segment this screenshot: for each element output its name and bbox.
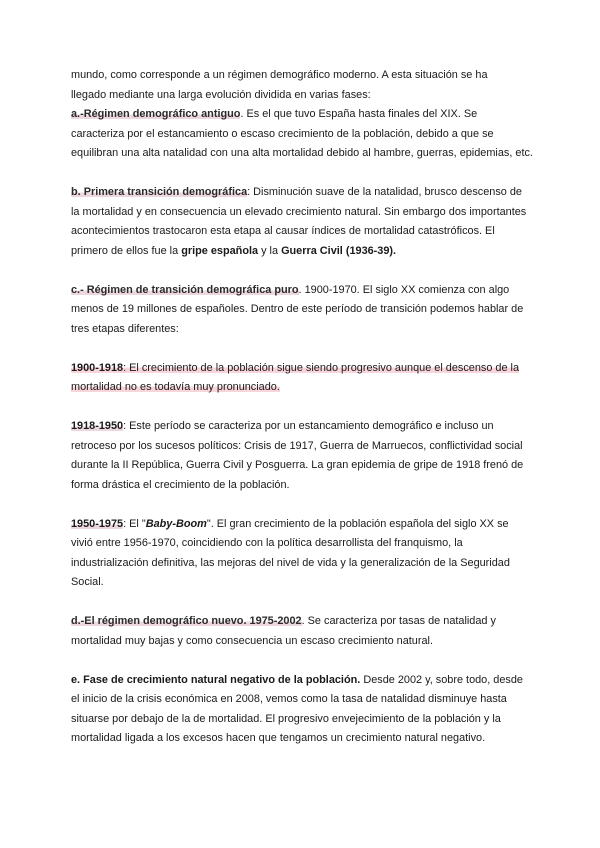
stage-3-paragraph bbox=[71, 515, 533, 593]
stage-2-paragraph bbox=[71, 417, 533, 495]
gripe-espanola-term: gripe española bbox=[181, 244, 259, 257]
section-a-heading: a.-Régimen demográfico antiguo bbox=[71, 108, 241, 120]
section-e-paragraph bbox=[71, 671, 533, 749]
stage-1-paragraph bbox=[71, 359, 533, 398]
section-d-text: . Se caracteriza por tasas de natalidad y mortalidad muy bajas y como consecuencia un escaso crecimiento natural. bbox=[71, 615, 496, 647]
section-e-heading: e. Fase de crecimiento natural negativo de la población. bbox=[71, 673, 361, 686]
section-c-paragraph bbox=[71, 281, 533, 340]
section-b-paragraph bbox=[71, 183, 533, 261]
stage-3-pre: : El " bbox=[123, 517, 146, 530]
section-b-mid: y la bbox=[258, 244, 282, 257]
stage-1-years: 1900-1918 bbox=[71, 361, 124, 374]
stage-3-text: ". El gran crecimiento de la población española del siglo XX se vivió entre 1956-1970, coincidiendo con la política desarrollista del franquismo, la industrialización definitiva, las mejoras del nivel de vida y la generalización de la Seguridad Social. bbox=[71, 517, 510, 588]
document-body bbox=[71, 66, 533, 749]
baby-boom-term: Baby-Boom bbox=[145, 517, 207, 530]
stage-2-years: 1918-1950 bbox=[71, 420, 124, 432]
section-c-heading: c.- Régimen de transición demográfica puro bbox=[71, 283, 299, 296]
intro-line-1: mundo, como corresponde a un régimen demográfico moderno. A esta situación se ha bbox=[71, 69, 488, 81]
intro-line-2: llegado mediante una larga evolución dividida en varias fases: bbox=[71, 88, 371, 101]
stage-2-text: : Este período se caracteriza por un estancamiento demográfico e incluso un retroceso por los sucesos políticos: Crisis de 1917, Guerra de Marruecos, conflictividad social durante la II República, Guerra Civil y Posguerra. La gran epidemia de gripe de 1918 frenó de forma drástica el crecimiento de la población. bbox=[71, 420, 524, 491]
section-a-text: . Es el que tuvo España hasta finales del XIX. Se caracteriza por el estancamiento o escaso crecimiento de la población, debido a que se equilibran una alta natalidad con una alta mortalidad debido al hambre, guerras, epidemias, etc. bbox=[71, 108, 533, 159]
section-d-paragraph bbox=[71, 612, 533, 651]
stage-3-years: 1950-1975 bbox=[71, 517, 124, 530]
section-a-paragraph bbox=[71, 105, 533, 164]
section-e-text: Desde 2002 y, sobre todo, desde el inicio de la crisis económica en 2008, vemos como la tasa de natalidad disminuye hasta situarse por debajo de la de mortalidad. El progresivo envejecimiento de la población y la mortalidad ligada a los excesos hacen que tengamos un crecimiento natural negativo. bbox=[71, 673, 523, 744]
section-c-text: . 1900-1970. El siglo XX comienza con algo menos de 19 millones de españoles. Dentro de este período de transición podemos hablar de tres etapas diferentes: bbox=[71, 283, 524, 335]
intro-paragraph bbox=[71, 66, 533, 105]
stage-1-text: : El crecimiento de la población sigue siendo progresivo aunque el descenso de la mortalidad no es todavía muy pronunciado. bbox=[71, 361, 520, 393]
section-b-heading: b. Primera transición demográfica bbox=[71, 186, 248, 198]
guerra-civil-term: Guerra Civil (1936-39). bbox=[281, 244, 397, 257]
section-b-text: : Disminución suave de la natalidad, brusco descenso de la mortalidad y en consecuencia un elevado crecimiento natural. Sin embargo dos importantes acontecimientos trastocaron esta etapa al causar índices de mortalidad catastróficos. El primero de ellos fue la bbox=[71, 186, 527, 257]
section-d-heading: d.-El régimen demográfico nuevo. 1975-2002 bbox=[71, 615, 302, 627]
